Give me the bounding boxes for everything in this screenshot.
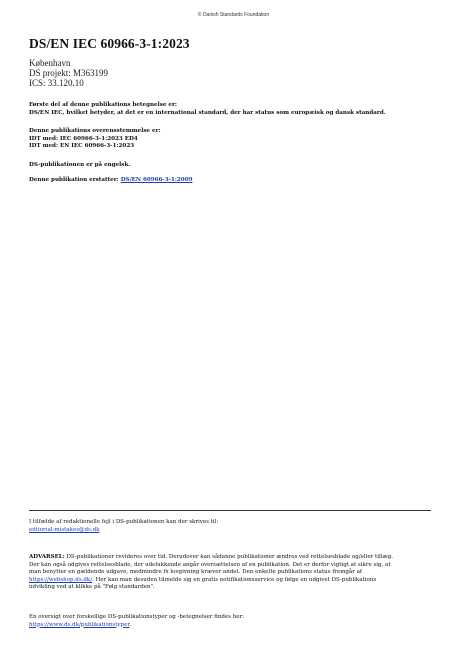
- city: København: [29, 58, 71, 68]
- warning-line-3: man benytter en gældende udgave, medmindre fx lovgivning kræver andet. Den enkelte publikations status fremgår af: [29, 569, 362, 576]
- overview-end: .: [129, 621, 132, 628]
- warning-line-1: DS-publikationer revideres over tid. Derudover kan sådanne publikationer ændres ved rettelsesblade og/eller tillæg.: [66, 554, 393, 560]
- project-number: DS projekt: M363199: [29, 68, 109, 78]
- warning-line-2: Der kan også udgives rettelsesblade, der udelukkende angår oversættelsen af en publikation. Det er derfor vigtigt at sikre sig, at: [29, 561, 391, 568]
- document-title: DS/EN IEC 60966-3-1:2023: [29, 36, 190, 51]
- correspondence-heading: Denne publikations overensstemmelse er:: [29, 128, 161, 134]
- publication-types-link[interactable]: https://www.ds.dk/publikationstyper: [29, 621, 130, 628]
- watermark: © Danish Standards Foundation: [197, 12, 270, 18]
- errors-section: [29, 519, 434, 534]
- replaces-link[interactable]: DS/EN 60966-3-1:2009: [120, 177, 193, 183]
- warning-label: ADVARSEL:: [29, 554, 65, 560]
- designation-heading: Første del af denne publikations betegnelse er:: [29, 102, 177, 108]
- designation-section: [29, 102, 386, 117]
- warning-line-5: udvikling ved at klikke på "Følg standarden".: [29, 584, 155, 591]
- replaces-label: Denne publikation erstatter:: [29, 177, 119, 183]
- replaces-section: [29, 177, 192, 185]
- webshop-link[interactable]: https://webshop.ds.dk/: [29, 576, 93, 583]
- warning-section: [29, 554, 434, 592]
- overview-section: [29, 614, 434, 629]
- overview-text: En oversigt over forskellige DS-publikationstyper og -betegnelser findes her:: [29, 614, 245, 620]
- idt-iec: IDT med: IEC 60966-3-1:2023 ED4: [29, 135, 138, 142]
- errors-text: I tilfælde af redaktionelle fejl i DS-publikationen kan der skrives til:: [29, 519, 219, 525]
- language-note: DS-publikationen er på engelsk.: [29, 162, 131, 168]
- designation-text: DS/EN IEC, hvilket betyder, at det er en international standard, der har status som europæisk og dansk standard.: [29, 109, 386, 116]
- errors-email-link[interactable]: editorial-mistakes@ds.dk: [29, 526, 100, 533]
- document-meta: [29, 58, 108, 88]
- footer-divider: [29, 510, 431, 511]
- ics-code: ICS: 33.120.10: [29, 78, 84, 88]
- idt-en: IDT med: EN IEC 60966-3-1:2023: [29, 143, 135, 150]
- correspondence-section: [29, 128, 161, 151]
- warning-line-4: . Her kan man desuden tilmelde sig en gratis notifikationsservice og følge en udgivet DS-publikations: [92, 576, 377, 583]
